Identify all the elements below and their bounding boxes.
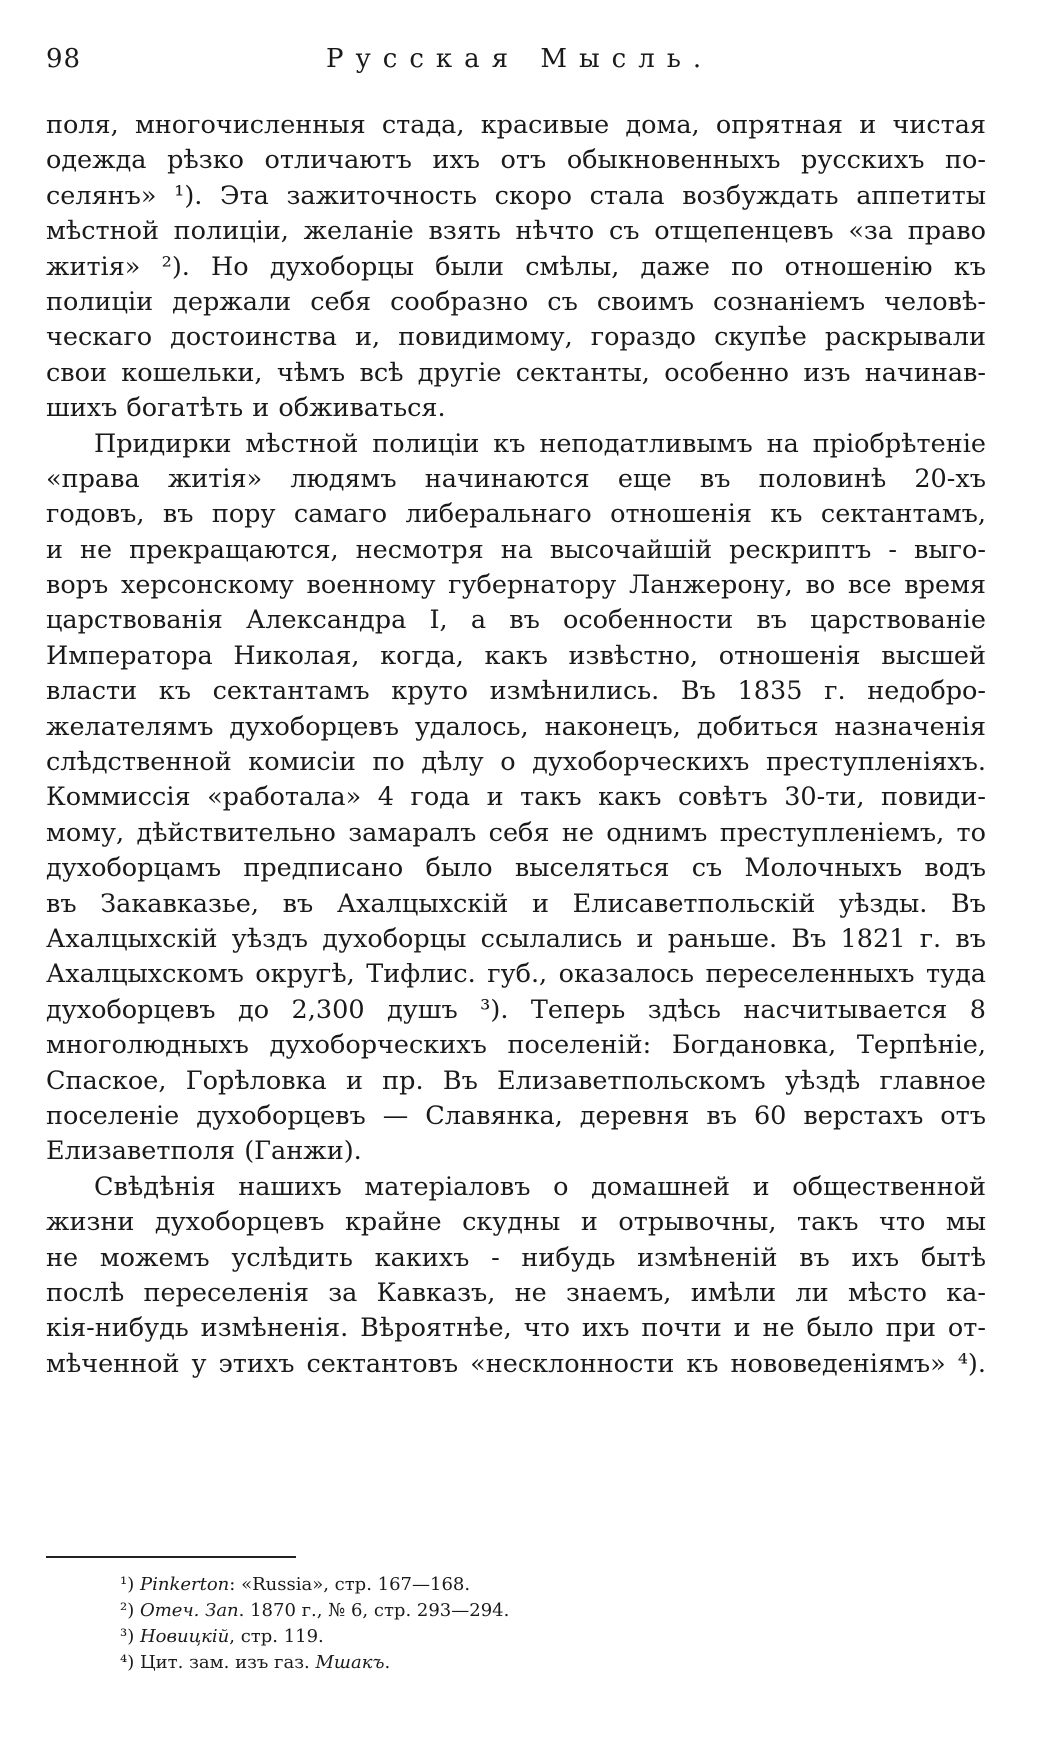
footnote-3 — [120, 1624, 820, 1650]
text-line: Свѣдѣнія нашихъ матеріаловъ о домашней и общественной — [94, 1171, 986, 1202]
text-line: шихъ богатѣть и обживаться. — [46, 393, 446, 424]
text-line: не можемъ услѣдить какихъ - нибудь измѣненій въ ихъ бытѣ — [46, 1242, 986, 1273]
footnote-prefix: Цит. зам. изъ газ. — [139, 1652, 316, 1673]
text-line: мому, дѣйствительно замаралъ себя не однимъ преступленіемъ, то — [46, 817, 986, 848]
text-line: и не прекращаются, несмотря на высочайшій рескриптъ - выго- — [46, 534, 986, 565]
footnote-text: : «Russia», стр. 167—168. — [229, 1574, 471, 1595]
text-line: жизни духоборцевъ крайне скудны и отрывочны, такъ что мы — [46, 1207, 986, 1238]
text-line: Коммиссія «работала» 4 года и такъ какъ совѣтъ 30-ти, повиди- — [46, 782, 986, 813]
text-line: «права житія» людямъ начинаются еще въ половинѣ 20-хъ — [46, 463, 986, 494]
text-line: селянъ» ¹). Эта зажиточность скоро стала возбуждать аппетиты — [46, 180, 986, 211]
text-line: мѣченной у этихъ сектантовъ «несклонности къ нововеденіямъ» ⁴). — [46, 1348, 986, 1379]
text-line: власти къ сектантамъ круто измѣнились. Въ 1835 г. недобро- — [46, 676, 986, 707]
footnote-1 — [120, 1572, 820, 1598]
text-line: годовъ, въ пору самаго либеральнаго отношенія къ сектантамъ, — [46, 499, 986, 530]
text-line: воръ херсонскому военному губернатору Ланжерону, во все время — [46, 570, 986, 601]
footnote-mark: ²) — [120, 1600, 135, 1621]
page-header — [46, 44, 941, 84]
footnote-source: Мшакъ — [315, 1652, 385, 1673]
text-line: одежда рѣзко отличаютъ ихъ отъ обыкновенныхъ русскихъ по- — [46, 145, 986, 176]
text-line: кія-нибудь измѣненія. Вѣроятнѣе, что ихъ почти и не было при от- — [46, 1313, 986, 1344]
footnote-mark: ³) — [120, 1626, 135, 1647]
text-line: Императора Николая, когда, какъ извѣстно, отношенія высшей — [46, 640, 986, 671]
footnote-mark: ⁴) — [120, 1652, 135, 1673]
text-line: многолюдныхъ духоборческихъ поселеній: Богдановка, Терпѣніе, — [46, 1030, 986, 1061]
footnote-4 — [120, 1650, 820, 1676]
footnote-mark: ¹) — [120, 1574, 135, 1595]
footnotes — [120, 1572, 820, 1676]
footnote-text: . — [384, 1652, 391, 1673]
page-number: 98 — [46, 44, 82, 74]
text-line: поселеніе духоборцевъ — Славянка, деревня въ 60 верстахъ отъ — [46, 1100, 986, 1131]
text-line: Придирки мѣстной полиціи къ неподатливымъ на пріобрѣтеніе — [94, 428, 986, 459]
text-line: поля, многочисленныя стада, красивые дома, опрятная и чистая — [46, 110, 986, 140]
text-line: Елизаветполя (Ганжи). — [46, 1136, 362, 1167]
text-line: послѣ переселенія за Кавказъ, не знаемъ, имѣли ли мѣсто ка- — [46, 1277, 986, 1308]
running-title: Русская Мысль. — [326, 44, 714, 74]
text-line: царствованія Александра I, а въ особенности въ царствованіе — [46, 605, 986, 636]
text-line: Спаское, Горѣловка и пр. Въ Елизаветпольскомъ уѣздѣ главное — [46, 1065, 986, 1096]
text-line: духоборцевъ до 2,300 душъ ³). Теперь здѣсь насчитывается 8 — [46, 994, 986, 1025]
footnote-source: Новицкій — [139, 1626, 230, 1647]
footnote-text: , стр. 119. — [229, 1626, 324, 1647]
footnote-divider — [46, 1556, 296, 1558]
text-line: мѣстной полиціи, желаніе взять нѣчто съ отщепенцевъ «за право — [46, 216, 986, 247]
footnote-2 — [120, 1598, 820, 1624]
footnote-source: Отеч. Зап — [139, 1600, 239, 1621]
text-line: духоборцамъ предписано было выселяться съ Молочныхъ водъ — [46, 853, 986, 884]
text-line: житія» ²). Но духоборцы были смѣлы, даже по отношенію къ — [46, 251, 986, 282]
text-line: въ Закавказье, въ Ахалцыхскій и Елисаветпольскій уѣзды. Въ — [46, 888, 986, 919]
text-line: полиціи держали себя сообразно съ своимъ сознаніемъ человѣ- — [46, 286, 986, 317]
text-line: слѣдственной комисіи по дѣлу о духоборческихъ преступленіяхъ. — [46, 747, 986, 778]
footnote-text: . 1870 г., № 6, стр. 293—294. — [238, 1600, 510, 1621]
text-line: Ахалцыхскомъ округѣ, Тифлис. губ., оказалось переселенныхъ туда — [46, 959, 986, 990]
text-line: ческаго достоинства и, повидимому, гораздо скупѣе раскрывали — [46, 322, 986, 353]
text-line: желателямъ духоборцевъ удалось, наконецъ, добиться назначенія — [46, 711, 986, 742]
text-line: свои кошельки, чѣмъ всѣ другіе сектанты, особенно изъ начинав- — [46, 357, 986, 388]
footnote-source: Pinkerton — [139, 1574, 230, 1595]
body-text — [46, 108, 986, 1382]
text-line: Ахалцыхскій уѣздъ духоборцы ссылались и раньше. Въ 1821 г. въ — [46, 923, 986, 954]
